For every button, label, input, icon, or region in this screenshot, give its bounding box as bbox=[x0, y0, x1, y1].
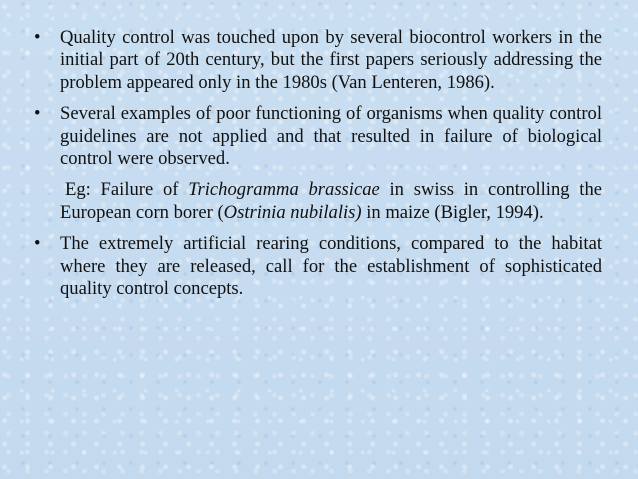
example-suffix: in maize (Bigler, 1994). bbox=[361, 201, 544, 223]
example-pest: Ostrinia nubilalis) bbox=[223, 201, 362, 223]
example-prefix: Eg: Failure of bbox=[65, 179, 189, 201]
slide-body bbox=[30, 27, 602, 309]
bullet-text: The extremely artificial rearing conditions, compared to the habitat where they are released, call for the establishment of sophisticated quality control concepts. bbox=[60, 233, 602, 300]
example-paragraph bbox=[30, 179, 602, 224]
example-middle: in swiss in controlling the European corn borer ( bbox=[60, 179, 603, 223]
bullet-text: Several examples of poor functioning of organisms when quality control guidelines are not applied and that resulted in failure of biological control were observed. bbox=[60, 103, 602, 170]
example-species: Trichogramma brassicae bbox=[188, 179, 380, 201]
bullet-item-quality-control-history bbox=[30, 27, 602, 94]
bullet-item-poor-functioning bbox=[30, 103, 602, 170]
bullet-item-rearing-conditions bbox=[30, 233, 602, 300]
bullet-marker: • bbox=[34, 27, 41, 48]
bullet-marker: • bbox=[34, 233, 41, 255]
bullet-marker: • bbox=[34, 103, 41, 125]
bullet-text: Quality control was touched upon by several biocontrol workers in the initial part of 20th century, but the first papers seriously addressing the problem appeared only in the 1980s (Van Lenteren, 1986). bbox=[60, 27, 602, 93]
